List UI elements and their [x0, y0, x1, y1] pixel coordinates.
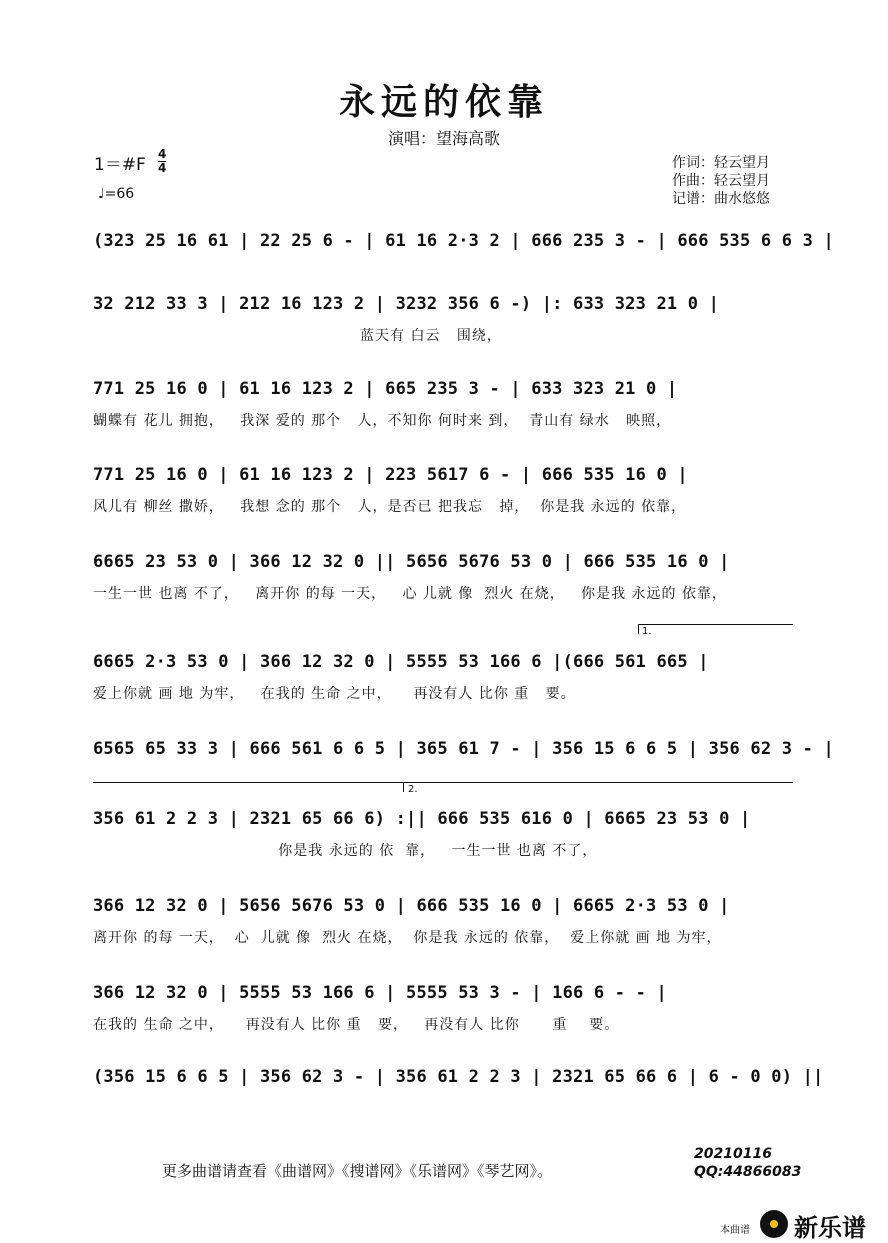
notes: 6665 2·3 53 0 | 366 12 32 0 | 5555 53 166 6 |(666 561 665 | — [93, 652, 709, 672]
key-signature: 1＝#F — [94, 155, 146, 175]
notes: 356 61 2 2 3 | 2321 65 66 6) :|| 666 535 616 0 | 6665 23 53 0 | — [93, 809, 751, 829]
record-disc-icon — [760, 1210, 788, 1238]
lyrics: 风儿有 柳丝 撒娇， 我想 念的 那个 人，是否已 把我忘 掉， 你是我 永远的 依靠， — [93, 499, 687, 515]
lyrics: 蝴蝶有 花儿 拥抱， 我深 爱的 那个 人，不知你 何时来 到， 青山有 绿水 映照， — [93, 413, 672, 429]
notes: 771 25 16 0 | 61 16 123 2 | 223 5617 6 - | 666 535 16 0 | — [93, 465, 688, 485]
volta-1-edge — [638, 624, 639, 634]
volta-2-edge — [403, 782, 404, 792]
notes: 32 212 33 3 | 212 16 123 2 | 3232 356 6 -) |: 633 323 21 0 | — [93, 294, 720, 314]
singer-credit: 演唱：望海高歌 — [387, 129, 500, 148]
lyrics: 一生一世 也离 不了， 离开你 的每 一天， 心 儿就 像 烈火 在烧， 你是我 永远的 依靠， — [93, 586, 728, 602]
composer-credit: 作曲：轻云望月 — [672, 173, 770, 189]
time-signature-bottom: 4 — [158, 161, 167, 175]
notes: 366 12 32 0 | 5656 5676 53 0 | 666 535 16 0 | 6665 2·3 53 0 | — [93, 896, 730, 916]
notes: (356 15 6 6 5 | 356 62 3 - | 356 61 2 2 3 | 2321 65 66 6 | 6 - 0 0) || — [93, 1067, 824, 1087]
lyricist-credit: 作词：轻云望月 — [672, 155, 770, 171]
qq-contact: QQ:44866083 — [694, 1164, 802, 1180]
lyrics: 蓝天有 白云 围绕， — [93, 328, 502, 344]
logo-caption: 本曲谱 — [720, 1225, 750, 1236]
notes: 366 12 32 0 | 5555 53 166 6 | 5555 53 3 - | 166 6 - - | — [93, 983, 667, 1003]
lyrics: 在我的 生命 之中， 再没有人 比你 重 要， 再没有人 比你 重 要。 — [93, 1017, 620, 1033]
page-title: 永远的依靠 — [338, 81, 549, 123]
time-signature-top: 4 — [158, 147, 167, 161]
lyrics: 爱上你就 画 地 为牢， 在我的 生命 之中， 再没有人 比你 重 要。 — [93, 686, 576, 702]
notes: (323 25 16 61 | 22 25 6 - | 61 16 2·3 2 | 666 235 3 - | 666 535 6 6 3 | — [93, 231, 834, 251]
notes: 6565 65 33 3 | 666 561 6 6 5 | 365 61 7 - | 356 15 6 6 5 | 356 62 3 - | — [93, 739, 834, 759]
site-logo: 新乐谱 — [794, 1214, 866, 1242]
time-signature — [158, 148, 166, 175]
volta-2-bracket — [403, 782, 793, 783]
transcriber-credit: 记谱：曲水悠悠 — [672, 191, 770, 207]
footer-note: 更多曲谱请查看《曲谱网》《搜谱网》《乐谱网》《琴艺网》。 — [162, 1162, 553, 1180]
notes: 771 25 16 0 | 61 16 123 2 | 665 235 3 - | 633 323 21 0 | — [93, 379, 678, 399]
lyrics: 你是我 永远的 依 靠， 一生一世 也离 不了， — [93, 843, 598, 859]
notes: 6665 23 53 0 | 366 12 32 0 || 5656 5676 53 0 | 666 535 16 0 | — [93, 552, 730, 572]
date-stamp: 20210116 — [694, 1146, 772, 1162]
volta-1-bracket — [638, 624, 793, 625]
volta-2-number: 2. — [408, 784, 418, 795]
tempo-marking: ♩=66 — [98, 186, 135, 202]
volta-1-number: 1. — [642, 626, 652, 637]
lyrics: 离开你 的每 一天， 心 儿就 像 烈火 在烧， 你是我 永远的 依靠， 爱上你就 画 地 为牢， — [93, 930, 722, 946]
volta-1-continuation — [93, 782, 403, 783]
